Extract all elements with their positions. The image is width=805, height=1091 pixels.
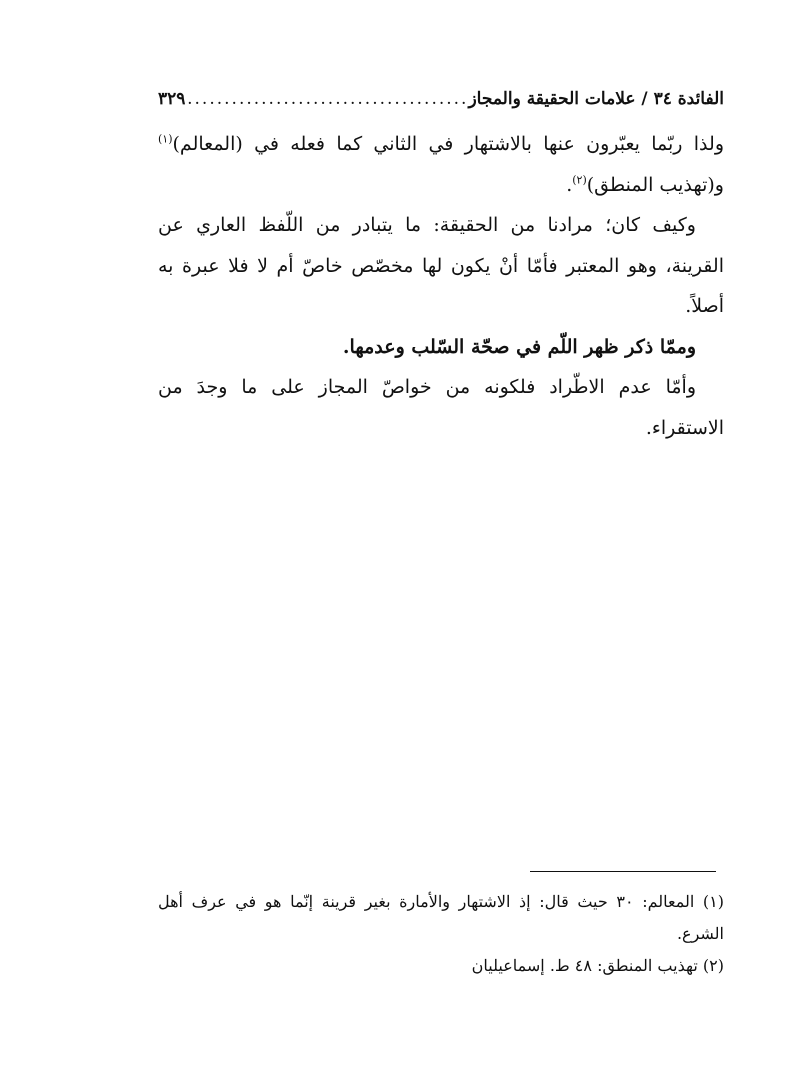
- paragraph-3: وممّا ذكر ظهر اللّم في صحّة السّلب وعدمها.: [342, 335, 696, 358]
- page-number: ٣٢٩: [158, 89, 186, 109]
- paragraph-1: [158, 124, 724, 205]
- footnote-ref-1[interactable]: (١): [158, 132, 173, 146]
- paragraph-1-text-c: .: [566, 173, 573, 196]
- footnote-divider: [530, 871, 716, 872]
- footnote-2-number: (٢): [702, 956, 724, 975]
- footnote-1-text: المعالم: ٣٠ حيث قال: إذ الاشتهار والأمارة بغير قرينة إنّما هو في عرف أهل الشرع.: [158, 892, 724, 943]
- footnote-2: [158, 950, 724, 982]
- paragraph-1-text-a: ولذا ربّما يعبّرون عنها بالاشتهار في الثاني كما فعله في (المعالم): [172, 133, 724, 155]
- running-header: [158, 86, 724, 112]
- header-leader-dots: [185, 89, 468, 109]
- main-text: [158, 124, 724, 448]
- paragraph-2: وكيف كان؛ مرادنا من الحقيقة: ما يتبادر من اللّفظ العاري عن القرينة، وهو المعتبر فأمّا أنْ يكون لها مخصّص خاصّ أم لا فلا عبرة به أصلاً.: [158, 214, 724, 317]
- footnotes: [158, 886, 724, 982]
- paragraph-4: وأمّا عدم الاطّراد فلكونه من خواصّ المجاز على ما وجدَ من الاستقراء.: [158, 376, 724, 439]
- paragraph-1-text-b: و(تهذيب المنطق): [586, 173, 724, 196]
- footnote-1-number: (١): [702, 892, 724, 911]
- header-title: الفائدة ٣٤ / علامات الحقيقة والمجاز: [468, 89, 724, 109]
- footnote-1: [158, 886, 724, 950]
- footnote-ref-2[interactable]: (٢): [572, 173, 587, 187]
- footnote-2-text: تهذيب المنطق: ٤٨ ط. إسماعيليان: [471, 956, 698, 975]
